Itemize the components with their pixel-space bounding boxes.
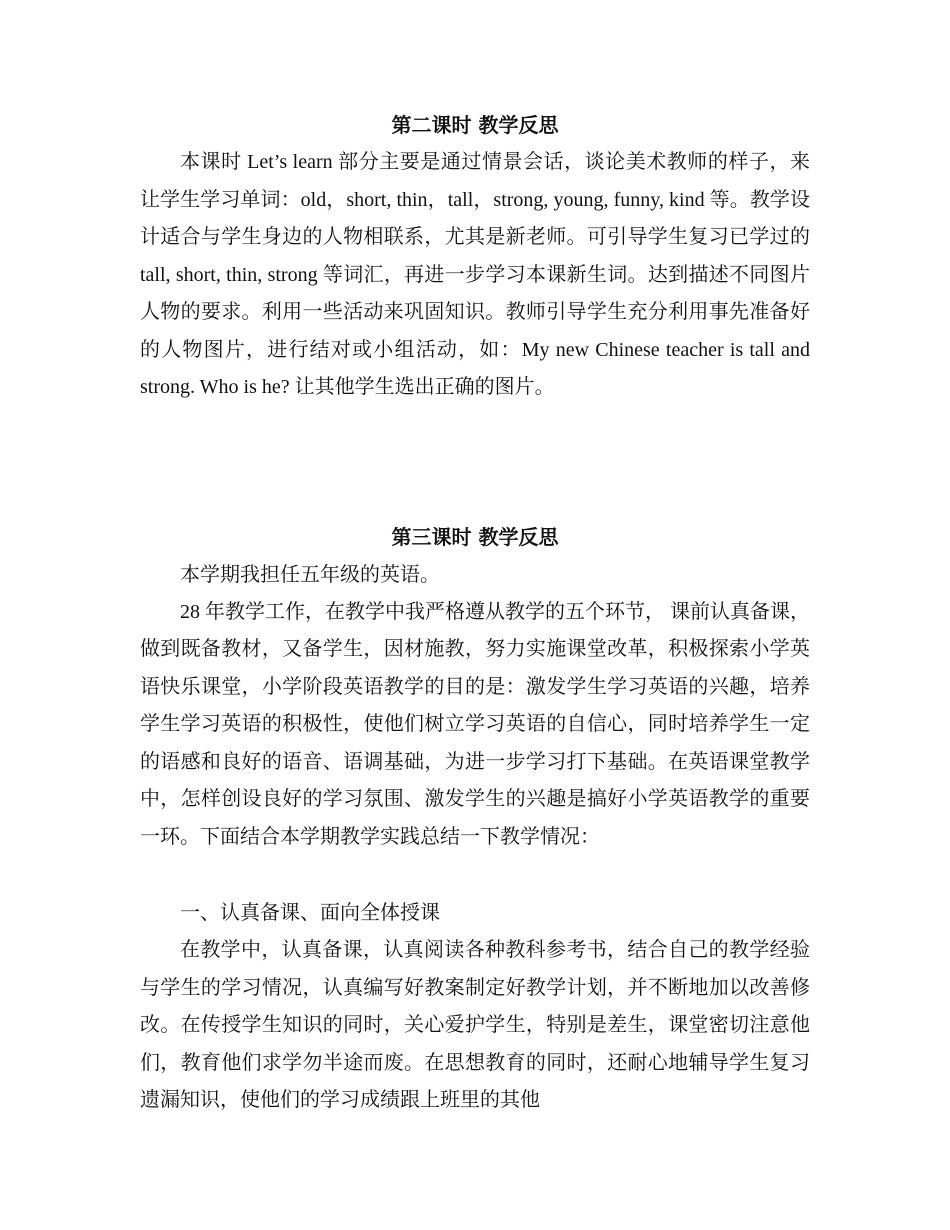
section3-paragraph-experience: 28 年教学工作，在教学中我严格遵从教学的五个环节， 课前认真备课，做到既备教材，又备学生，因材施教，努力实施课堂改革，积极探索小学英语快乐课堂，小学阶段英语教学的目的是：激发学生学习英语的兴趣，培养学生学习英语的积极性，使他们树立学习英语的自信心，同时培养学生一定的语感和良好的语音、语调基础，为进一步学习打下基础。在英语课堂教学中，怎样创设良好的学习氛围、激发学生的兴趣是搞好小学英语教学的重要一环。下面结合本学期教学实践总结一下教学情况：: [140, 600, 810, 848]
section3-paragraph-prep: 在教学中，认真备课，认真阅读各种教科参考书，结合自己的教学经验与学生的学习情况，认真编写好教案制定好教学计划，并不断地加以改善修改。在传授学生知识的同时，关心爱护学生，特别是差生，课堂密切注意他们，教育他们求学勿半途而废。在思想教育的同时，还耐心地辅导学生复习遗漏知识，使他们的学习成绩跟上班里的其他: [140, 937, 810, 1111]
section3-subheading: 一、认真备课、面向全体授课: [180, 899, 440, 924]
section3-intro: 本学期我担任五年级的英语。: [180, 562, 440, 586]
section2-paragraph: 本课时 Let’s learn 部分主要是通过情景会话，谈论美术教师的样子，来让学生学习单词：old，short, thin，tall，strong, young, funny, kind 等。教学设计适合与学生身边的人物相联系，尤其是新老师。可引导学生复习已学过的 tall, short, thin, strong 等词汇，再进一步学习本课新生词。达到描述不同图片人物的要求。利用一些活动来巩固知识。教师引导学生充分利用事先准备好的人物图片，进行结对或小组活动，如：My new Chinese teacher is tall and strong. Who is he? 让其他学生选出正确的图片。: [140, 151, 810, 398]
section2-title: 第二课时 教学反思: [391, 113, 559, 137]
section3-title: 第三课时 教学反思: [391, 525, 559, 549]
